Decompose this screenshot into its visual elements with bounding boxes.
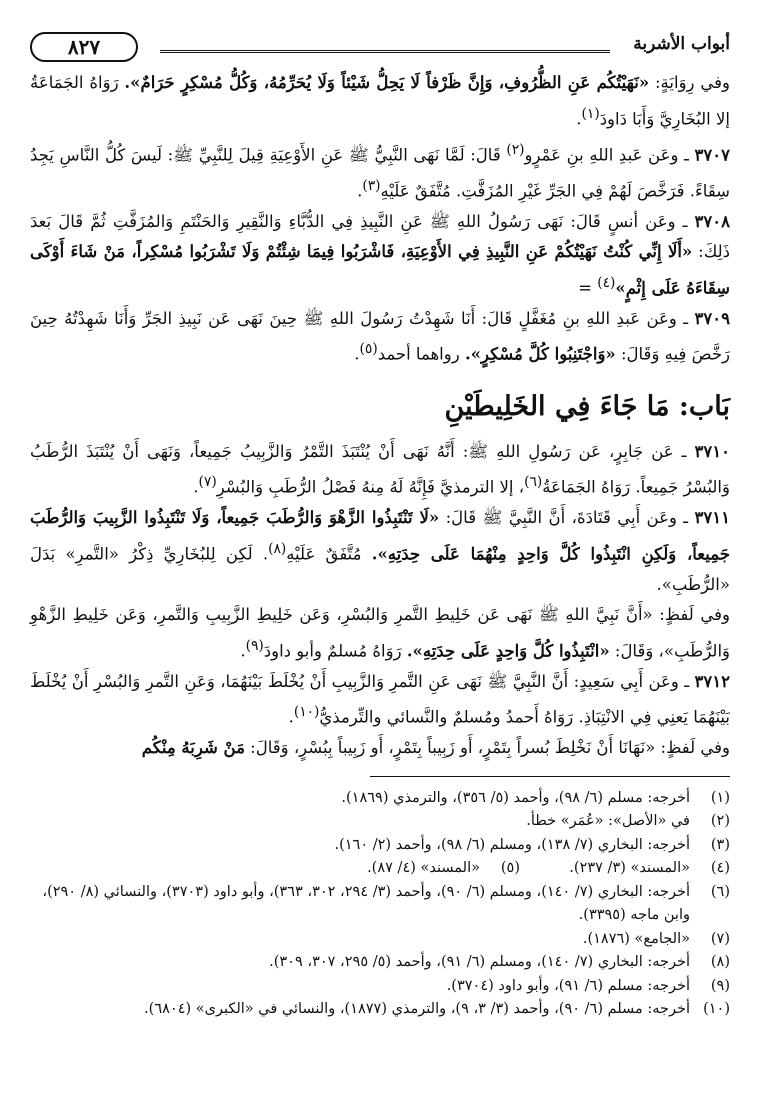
footnote-text: «المسند» (٤/ ٨٧).	[367, 860, 480, 876]
footnote	[30, 951, 730, 975]
para-text: ـ وعَن أَبِي قَتَادَةَ، أَنَّ النَّبِيَّ ﷺ قَالَ:	[439, 508, 695, 527]
para-text: =	[578, 278, 598, 297]
para-text: وفي لَفظٍ: «أَنَّ نَبِيَّ اللهِ ﷺ نَهَى عَن خَلِيطِ التَّمرِ وَالبُسْرِ، وَعَن خَلِيطِ الزَّبِيبِ وَالتَّمرِ، وَعَن خَلِيطِ الزَّهْوِ وَالرُّطَبِ»، وَقَالَ:	[30, 605, 730, 660]
footnote	[30, 810, 730, 834]
footnote-ref[interactable]: (٨)	[268, 540, 287, 557]
footnote-pair	[30, 857, 730, 881]
footnote-ref[interactable]: (٩)	[245, 637, 264, 654]
para-text: ، إلا الترمذيَّ فَإِنَّهُ لَهُ مِنهُ فَصْلُ الرُّطَبِ وَالبُسْرِ	[216, 477, 525, 497]
paragraph	[30, 503, 730, 600]
footnote-number: (١)	[710, 789, 730, 806]
footnote-number: (٣)	[710, 836, 730, 853]
footnote-ref[interactable]: (٣)	[362, 177, 381, 194]
para-text: ـ عَن جَابِرٍ، عَن رَسُولِ اللهِ ﷺ: أَنَّهُ نَهَى أَنْ يُنْتَبَذَ التَّمْرُ وَالزَّبِيبُ جَمِيعاً، وَنَهَى أَنْ يُنْتَبَذَ الرُّطَبُ وَالبُسْرُ جَمِيعاً. رَوَاهُ الجَمَاعَةُ	[30, 441, 730, 497]
hadith-number: ٣٧٠٩	[694, 308, 730, 328]
footnote-ref[interactable]: (١)	[581, 105, 600, 122]
hadith-number: ٣٧١٠	[694, 441, 730, 461]
para-text: رواهما أحمد	[377, 344, 465, 364]
footnote-text: أخرجه: مسلم (٦/ ٩٨)، وأحمد (٥/ ٣٥٦)، والترمذي (١٨٦٩).	[341, 789, 690, 806]
para-text: . لَكِن لِلبُخَارِيِّ ذِكْرُ «التَّمرِ» بَدَلَ «الرُّطَبِ».	[30, 544, 730, 594]
footnote-number: (٦)	[710, 883, 730, 900]
para-text: رَوَاهُ الجَمَاعَةُ إلا البُخَارِيَّ وَأَبَا دَاودَ	[30, 73, 730, 128]
footnote-ref[interactable]: (٥)	[359, 341, 378, 357]
footnote	[30, 881, 730, 928]
hadith-quote: مَنْ شَرِبَهُ مِنْكُم	[141, 738, 245, 757]
footnote	[30, 975, 730, 999]
hadith-quote: «أَلَا إِنِّي كُنْتُ نَهَيْتُكُمْ عَنِ النَّبِيذِ فِي الأَوْعِيَةِ، فَاشْرَبُوا فِيمَا شِئْتُمْ وَلَا تَشْرَبُوا مُسْكِراً، مَنْ شَاءَ أَوْكَى سِقَاءَهُ عَلَى إِثْمٍ»	[30, 242, 730, 297]
paragraph	[30, 733, 730, 764]
footnote-ref[interactable]: (٤)	[597, 274, 616, 291]
header-title: أبواب الأشربة	[633, 34, 730, 54]
footnote	[520, 857, 730, 881]
hadith-number: ٣٧١٢	[694, 671, 730, 691]
footnote-ref[interactable]: (١٠)	[293, 704, 320, 720]
hadith-number: ٣٧٠٧	[694, 145, 730, 164]
paragraph	[30, 304, 730, 371]
hadith-number: ٣٧١١	[694, 508, 730, 527]
para-text: ـ وعَن عَبدِ اللهِ بنِ عَمْرٍو	[524, 145, 695, 164]
paragraph	[30, 600, 730, 667]
footnote-text: أخرجه: البخاري (٧/ ١٤٠)، ومسلم (٦/ ٩٠)، وأحمد (٣/ ٢٩٤، ٣٠٢، ٣٦٣)، وأبو داود (٣٧٠٣)، والنسائي (٨/ ٢٩٠)، وابن ماجه (٣٣٩٥).	[42, 883, 690, 923]
para-text: .	[240, 641, 246, 660]
footnote-number: (٢)	[710, 813, 730, 829]
para-text: .	[357, 181, 363, 200]
footnote-number: (٩)	[710, 977, 730, 994]
para-text: ـ وعَن عَبدِ اللهِ بنِ مُغَفَّلٍ قَالَ: أَنَا شَهِدْتُ رَسُولَ اللهِ ﷺ حِينَ نَهَى عَن نَبِيذِ الجَرِّ وَأَنَا شَهِدْتُهُ حِينَ رَخَّصَ فِيهِ وَقَالَ:	[30, 308, 730, 364]
para-text: ـ وعَن أَبِي سَعِيدٍ: أَنَّ النَّبِيَّ ﷺ نَهَى عَنِ التَّمرِ وَالزَّبِيبِ أَنْ يُخْلَطَ بَيْنَهُمَا، وَعَنِ التَّمرِ وَالبُسْرِ أَنْ يُخْلَطَ بَيْنَهُمَا يَعنِي فِي الانْتِبَاذِ. رَوَاهُ أَحمدُ ومُسلمٌ والنَّسائي والتِّرمذيُّ	[30, 671, 730, 727]
page-number-text: ٨٢٧	[67, 35, 101, 59]
footnote	[30, 928, 730, 952]
footnote-number: (٧)	[710, 930, 730, 947]
footnote-ref[interactable]: (٧)	[198, 474, 217, 490]
paragraph	[30, 68, 730, 135]
paragraph	[30, 207, 730, 304]
running-header	[30, 28, 730, 68]
footnote-text: «الجامع» (١٨٧٦).	[582, 930, 690, 947]
footnote-ref[interactable]: (٢)	[506, 141, 525, 158]
footnote-ref[interactable]: (٦)	[524, 474, 543, 490]
footnote	[310, 857, 520, 881]
footnote	[30, 998, 730, 1022]
footnote-text: أخرجه: مسلم (٦/ ٩٠)، وأحمد (٣/ ٣، ٩)، والترمذي (١٨٧٧)، والنسائي في «الكبرى» (٦٨٠٤).	[144, 1001, 690, 1017]
footnote-text: «المسند» (٣/ ٢٣٧).	[569, 860, 690, 876]
para-text: وفي لَفظٍ: «نَهَانَا أَنْ نَخْلِطَ بُسراً بِتَمْرٍ، أَو زَبِيباً بِتَمْرٍ، أَو زَبِيباً بِبُسْرٍ، وَقَالَ:	[244, 738, 730, 757]
hadith-quote: «لَا تَنْتَبِذُوا الزَّهْوَ وَالرُّطَبَ جَمِيعاً، وَلَا تَنْتَبِذُوا الزَّبِيبَ وَالرُّطَبَ جَمِيعاً، وَلَكِنِ انْتَبِذُوا كُلَّ وَاحِدٍ مِنْهُمَا عَلَى حِدَتِهِ».	[30, 508, 730, 563]
footnote-number: (١٠)	[703, 1001, 730, 1017]
para-text: ـ وعَن أنسٍ قَالَ: نَهَى رَسُولُ اللهِ ﷺ عَنِ النَّبِيذِ فِي الدُّبَّاءِ وَالنَّقِيرِ وَالحَنْتَمِ وَالمُزَفَّتِ ثُمَّ قَالَ بَعدَ ذَلِكَ:	[30, 211, 730, 261]
para-text: وفي رِوَايَةٍ:	[649, 73, 730, 92]
footnote-text: أخرجه: البخاري (٧/ ١٣٨)، ومسلم (٦/ ٩٨)، وأحمد (٢/ ١٦٠).	[334, 836, 690, 853]
paragraph	[30, 135, 730, 207]
hadith-quote: «انْتَبِذُوا كُلَّ وَاحِدٍ عَلَى حِدَتِهِ».	[406, 641, 610, 660]
page-number	[30, 32, 138, 62]
footnote-text: أخرجه: البخاري (٧/ ١٤٠)، ومسلم (٦/ ٩١)، وأحمد (٥/ ٢٩٥، ٣٠٧، ٣٠٩).	[269, 954, 690, 970]
footnote	[30, 834, 730, 858]
chapter-title: بَاب: مَا جَاءَ فِي الخَلِيطَيْنِ	[444, 391, 730, 422]
footnote-separator	[370, 776, 730, 777]
hadith-number: ٣٧٠٨	[694, 211, 730, 231]
main-text	[30, 68, 730, 764]
hadith-quote: «نَهَيْتُكُم عَنِ الظُّرُوفِ، وَإِنَّ ظَرْفاً لَا يَحِلُّ شَيْئاً وَلَا يُحَرِّمُهُ، وَكُلُّ مُسْكِرٍ حَرَامٌ».	[124, 73, 650, 92]
para-text: .	[193, 477, 199, 497]
paragraph	[30, 667, 730, 734]
footnote-number: (٨)	[710, 954, 730, 970]
footnote-number: (٥)	[500, 860, 520, 876]
footnote-text: في «الأصل»: «عُمَر» خطأ.	[526, 813, 690, 829]
para-text: قَالَ: لَمَّا نَهَى النَّبِيُّ ﷺ عَنِ الأَوْعِيَةِ قِيلَ لِلنَّبِيِّ ﷺ: لَيسَ كُلُّ النَّاسِ يَجِدُ سِقَاءً. فَرَخَّصَ لَهُمْ فِي الجَرِّ غَيْرِ المُزَفَّتِ. مُتَّفَقٌ عَلَيْهِ	[30, 145, 730, 200]
para-text: .	[354, 344, 360, 364]
hadith-quote: «وَاجْتَنِبُوا كُلَّ مُسْكِرٍ».	[464, 344, 616, 364]
footnotes	[30, 787, 730, 1022]
para-text: .	[288, 707, 294, 727]
para-text: مُتَّفَقٌ عَلَيْهِ	[286, 544, 372, 563]
paragraph	[30, 437, 730, 504]
para-text: رَوَاهُ مُسلمٌ وأبو داودَ	[263, 641, 407, 660]
footnote	[30, 787, 730, 811]
footnote-number: (٤)	[710, 860, 730, 876]
header-rule	[160, 50, 610, 53]
footnote-text: أخرجه: مسلم (٦/ ٩١)، وأبو داود (٣٧٠٤).	[446, 977, 690, 994]
para-text: .	[576, 109, 582, 128]
